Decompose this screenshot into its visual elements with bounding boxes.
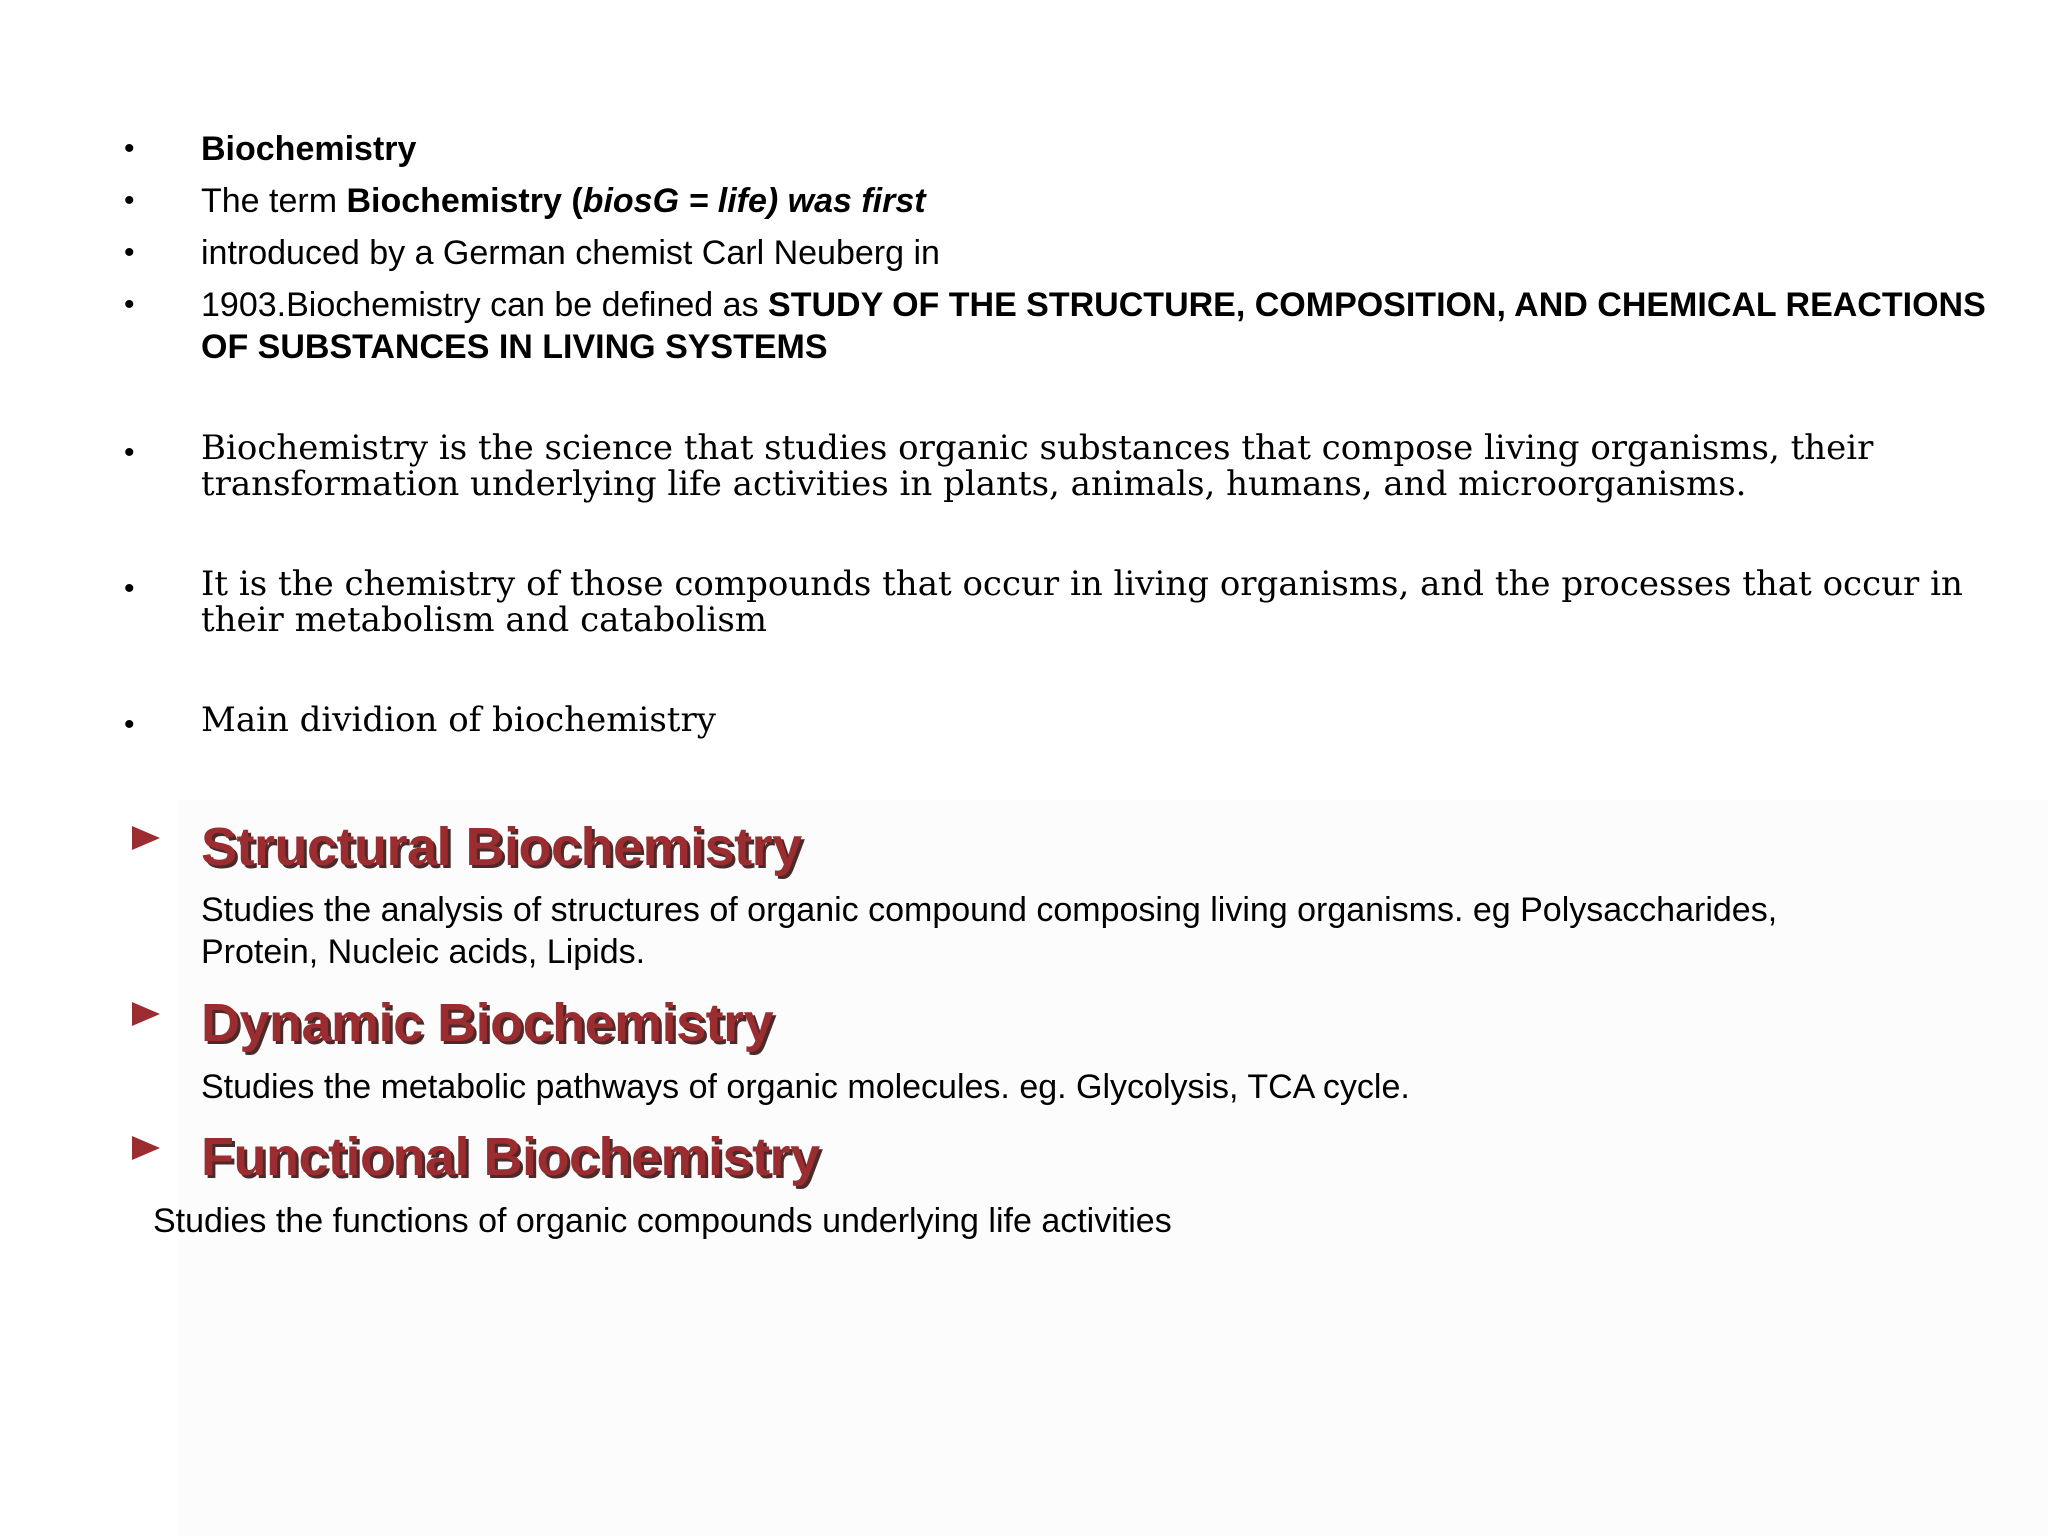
functional-biochemistry-description: Studies the functions of organic compounds underlying life activities	[153, 1202, 1172, 1240]
chemistry-compounds-text: It is the chemistry of those compounds that occur in living organisms, and the processes that occur in their metabolism and catabolism	[201, 564, 1963, 640]
triangle-bullet-icon	[132, 1136, 160, 1160]
bullet-dot: •	[124, 184, 135, 217]
definition-text: 1903.Biochemistry can be defined as STUDY OF THE STRUCTURE, COMPOSITION, AND CHEMICAL REACTIONS OF SUBSTANCES IN LIVING SYSTEMS	[201, 286, 1986, 366]
science-description-text: Biochemistry is the science that studies organic substances that compose living organisms, their transformation underlying life activities in plants, animals, humans, and microorganisms.	[201, 428, 1874, 504]
dynamic-biochemistry-description: Studies the metabolic pathways of organic molecules. eg. Glycolysis, TCA cycle.	[201, 1068, 1410, 1106]
structural-biochemistry-description: Studies the analysis of structures of organic compound composing living organisms. eg Polysaccharides, Protein, Nucleic acids, Lipids.	[201, 891, 1778, 971]
bullet-title-text: Biochemistry	[201, 130, 417, 168]
dynamic-biochemistry-heading: Dynamic Biochemistry	[201, 993, 774, 1053]
bullet-dot: •	[124, 132, 135, 165]
bullet-dot: •	[124, 436, 135, 469]
triangle-bullet-icon	[132, 826, 160, 850]
bullet-dot: •	[124, 288, 135, 321]
structural-biochemistry-heading: Structural Biochemistry	[201, 817, 802, 877]
main-division-text: Main dividion of biochemistry	[201, 700, 716, 740]
term-origin-text: The term Biochemistry (biosG = life) was first	[201, 182, 926, 220]
bullet-dot: •	[124, 708, 135, 741]
neuberg-text: introduced by a German chemist Carl Neuberg in	[201, 234, 940, 272]
triangle-bullet-icon	[132, 1002, 160, 1026]
bullet-dot: •	[124, 572, 135, 605]
functional-biochemistry-heading: Functional Biochemistry	[201, 1127, 820, 1187]
bullet-dot: •	[124, 236, 135, 269]
